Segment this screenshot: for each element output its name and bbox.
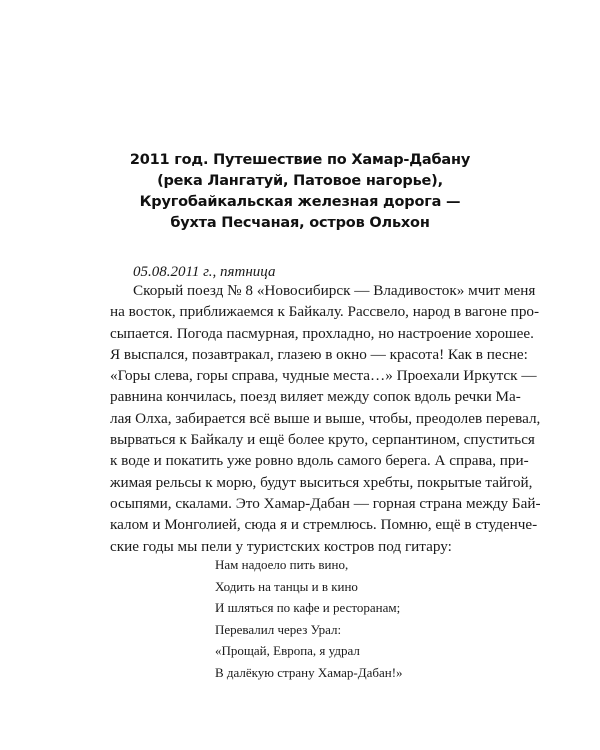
paragraph-line: сыпается. Погода пасмурная, прохладно, но настроение хорошее. (110, 324, 534, 342)
paragraph-line: калом и Монголией, сюда я и стремлюсь. Помню, ещё в студенче- (110, 516, 538, 534)
chapter-heading-line: (река Лангатуй, Патовое нагорье), (157, 173, 443, 189)
entry-date: 05.08.2011 г., пятница (133, 264, 276, 280)
paragraph-line: к воде и покатить уже ровно вдоль самого берега. А справа, при- (110, 452, 529, 470)
song-verse (215, 554, 403, 684)
paragraph-line: жимая рельсы к морю, будут выситься хребты, покрытые тайгой, (110, 473, 533, 491)
verse-line: И шляться по кафе и ресторанам; (215, 600, 401, 616)
verse-line: Ходить на танцы и в кино (215, 578, 358, 594)
paragraph-line: лая Олха, забирается всё выше и выше, чтобы, преодолев перевал, (110, 409, 541, 427)
paragraph-line: ские годы мы пели у туристских костров под гитару: (110, 537, 452, 555)
paragraph-line: Скорый поезд № 8 «Новосибирск — Владивосток» мчит меня (133, 282, 536, 299)
entry-paragraph (110, 280, 541, 557)
chapter-heading (100, 150, 500, 234)
paragraph-line: равнина кончилась, поезд виляет между сопок вдоль речки Ма- (110, 388, 521, 406)
paragraph-line: на восток, приближаемся к Байкалу. Рассвело, народ в вагоне про- (110, 303, 540, 321)
verse-line: Перевалил через Урал: (215, 621, 342, 637)
paragraph-line: осыпями, скалами. Это Хамар-Дабан — горная страна между Бай- (110, 494, 541, 512)
verse-line: Нам надоело пить вино, (215, 557, 349, 572)
paragraph-line: «Горы слева, горы справа, чудные места…» Проехали Иркутск — (110, 367, 537, 385)
paragraph-line: вырваться к Байкалу и ещё более круто, серпантином, спуститься (110, 431, 535, 449)
verse-line: «Прощай, Европа, я удрал (215, 643, 360, 659)
verse-line: В далёкую страну Хамар-Дабан!» (215, 664, 403, 680)
chapter-heading-line: 2011 год. Путешествие по Хамар-Дабану (129, 152, 471, 168)
chapter-heading-line: Кругобайкальская железная дорога — (139, 194, 461, 210)
chapter-heading-line: бухта Песчаная, остров Ольхон (170, 215, 430, 231)
paragraph-line: Я выспался, позавтракал, глазею в окно — красота! Как в песне: (110, 345, 528, 363)
